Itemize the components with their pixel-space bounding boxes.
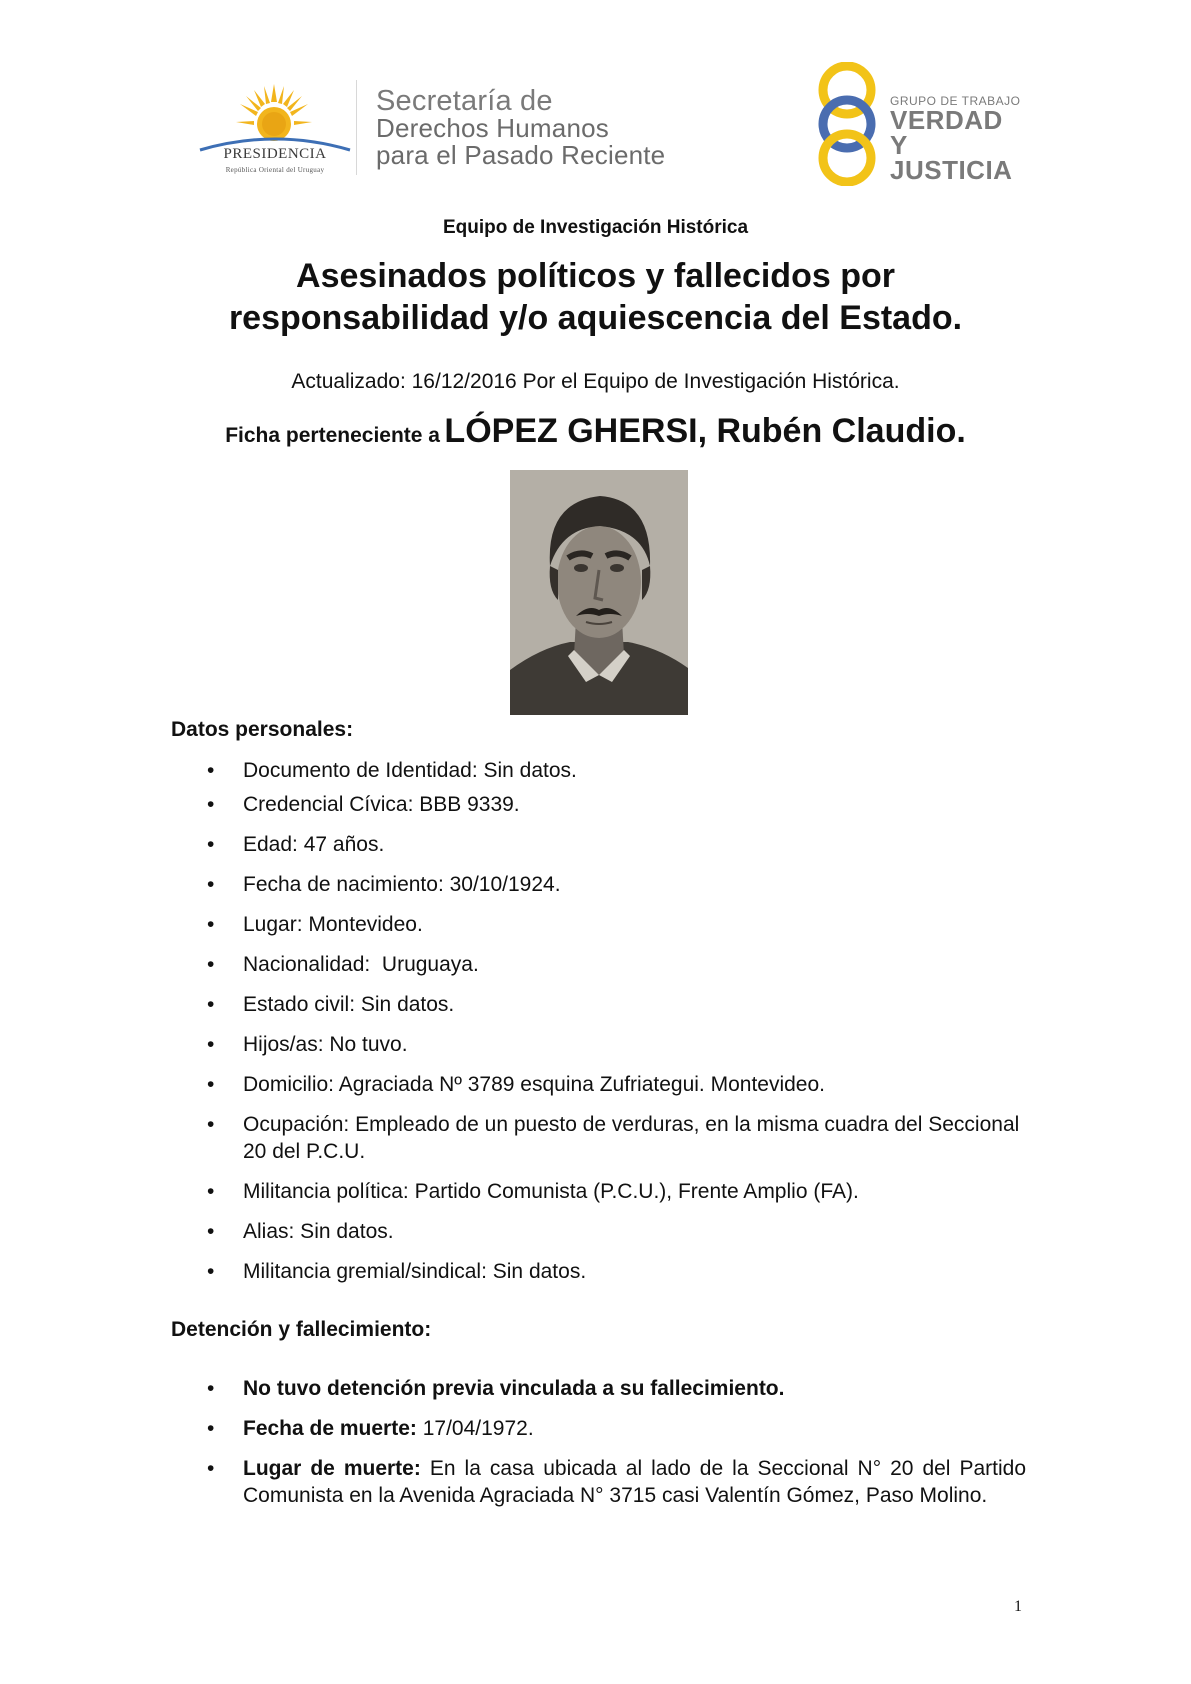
list-item: • Nacionalidad: Uruguaya. [207,953,479,976]
list-item: • Militancia política: Partido Comunista (P.C.U.), Frente Amplio (FA). [207,1180,859,1203]
list-item: • No tuvo detención previa vinculada a su fallecimiento. [207,1377,785,1400]
bullet-icon: • [207,1113,215,1136]
bullet-icon: • [207,1260,215,1283]
list-item: • Credencial Cívica: BBB 9339. [207,793,520,816]
bullet-icon: • [207,913,215,936]
verdad-justicia-text [890,94,1022,183]
list-item: • Lugar: Montevideo. [207,913,423,936]
presidencia-subtitle: República Oriental del Uruguay [225,166,325,174]
secretaria-logo-text [376,85,666,170]
datos-personales-list [171,757,1026,1285]
list-item: • Militancia gremial/sindical: Sin datos. [207,1260,587,1283]
bullet-icon: • [207,1033,215,1056]
bullet-icon: • [207,953,215,976]
bullet-icon: • [207,1457,215,1480]
bullet-icon: • [207,1180,215,1203]
presidencia-logo [196,82,356,178]
verdad-label: VERDAD Y [890,105,1003,160]
bullet-icon: • [207,1073,215,1096]
detencion-heading: Detención y fallecimiento: [171,1318,432,1341]
list-item: • Estado civil: Sin datos. [207,993,455,1016]
bullet-icon: • [207,793,215,816]
page-number: 1 [1014,1598,1022,1615]
fecha-muerte-label: Fecha de muerte: [243,1417,417,1440]
detencion-list [171,1375,1026,1509]
list-item [171,1415,1026,1442]
grupo-trabajo-label: GRUPO DE TRABAJO [890,94,1021,108]
team-name: Equipo de Investigación Histórica [442,217,749,238]
secretaria-line-1: Secretaría de [376,85,553,117]
bullet-icon: • [207,873,215,896]
list-item: • Edad: 47 años. [207,833,385,856]
lugar-muerte-label: Lugar de muerte: [243,1457,421,1480]
list-item [171,1455,1026,1509]
lugar-muerte-value: En la casa ubicada al lado de la Seccional N° 20 del Partido Comunista en la Avenida Agraciada N° 3715 casi Valentín Gómez, Paso Molino. [243,1457,1027,1507]
bullet-icon: • [207,1417,215,1440]
verdad-justicia-logo [812,62,1022,188]
bullet-icon: • [207,993,215,1016]
list-item: • Hijos/as: No tuvo. [207,1033,408,1056]
bullet-icon: • [207,1220,215,1243]
bullet-icon: • [207,759,215,782]
portrait-photo [510,470,688,715]
presidencia-name: PRESIDENCIA [223,146,327,162]
secretaria-line-3: para el Pasado Reciente [376,140,666,170]
page-header [0,0,1191,200]
datos-personales-heading: Datos personales: [171,718,354,741]
document-title [0,255,1191,339]
list-item: • Fecha de nacimiento: 30/10/1924. [207,873,561,896]
list-item: • Alias: Sin datos. [207,1220,394,1243]
list-item: • Domicilio: Agraciada Nº 3789 esquina Zufriategui. Montevideo. [207,1073,825,1096]
bullet-icon: • [207,833,215,856]
justicia-label: JUSTICIA [890,155,1013,185]
list-item: • Ocupación: Empleado de un puesto de verduras, en la misma cuadra del Seccional 20 del P.C.U. [207,1113,1020,1163]
header-divider [356,80,357,175]
document-title-line-2: responsabilidad y/o aquiescencia del Estado. [228,299,963,337]
document-title-line-1: Asesinados políticos y fallecidos por [296,257,895,295]
updated-note: Actualizado: 16/12/2016 Por el Equipo de Investigación Histórica. [291,370,900,393]
bullet-icon: • [207,1377,215,1400]
person-name: LÓPEZ GHERSI, Rubén Claudio. [444,412,966,450]
secretaria-line-2: Derechos Humanos [376,113,609,143]
list-item: • Documento de Identidad: Sin datos. [207,759,577,782]
interlocking-rings-icon [812,62,882,186]
ficha-heading [0,412,1191,451]
ficha-prefix: Ficha perteneciente a [225,424,440,447]
fecha-muerte-value: 17/04/1972. [416,1417,534,1440]
